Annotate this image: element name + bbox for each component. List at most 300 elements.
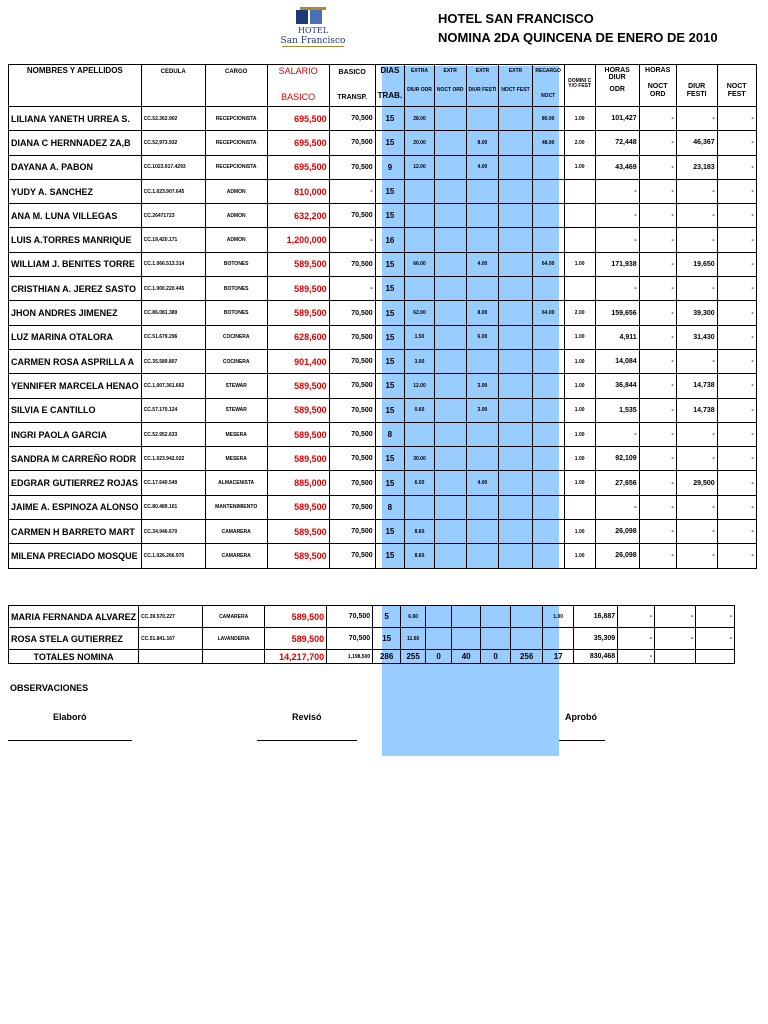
cell-horas-noct: - [639, 447, 676, 471]
cell-horas-diur: 16,887 [574, 606, 618, 628]
col-extra-diur-1: EXTRA [411, 68, 428, 74]
cell-noct-fest: - [696, 606, 735, 628]
cell-noct-fest: - [717, 471, 756, 495]
cell-extr-festi: 4.00 [466, 471, 499, 495]
cell-recargo [532, 447, 564, 471]
cell-basico: 70,500 [329, 520, 375, 544]
cell-extr-noct [434, 131, 466, 155]
cell-extr-noct-fest [499, 325, 532, 349]
cell-basico: 70,500 [327, 628, 373, 650]
cell-diur-festi: - [676, 447, 717, 471]
totals-horas-noct: - [618, 650, 655, 664]
cell-domini: 2.00 [564, 301, 595, 325]
cell-salario: 589,500 [265, 606, 327, 628]
cell-extra-diur [405, 277, 435, 301]
cell-extr-festi [466, 544, 499, 568]
cell-extr-festi [466, 447, 499, 471]
col-horas-diur [595, 65, 639, 107]
cell-horas-diur: - [595, 228, 639, 252]
cell-extra-diur [405, 179, 435, 203]
table-row [9, 107, 757, 131]
cell-cedula: CC.1.066.513.314 [141, 252, 205, 276]
cell-name: JHON ANDRES JIMENEZ [9, 301, 142, 325]
cell-cedula: CC.52.952.633 [141, 422, 205, 446]
cell-cedula: CC.1023.917.4293 [141, 155, 205, 179]
cell-extra-diur: 8.60 [405, 544, 435, 568]
col-basico [329, 65, 375, 107]
cell-horas-diur: - [595, 422, 639, 446]
table-row [9, 398, 757, 422]
cell-extr-noct [434, 398, 466, 422]
cell-cargo: STEWAR [205, 374, 267, 398]
cell-extr-noct-fest [499, 228, 532, 252]
cell-cedula: CC.80.489.101 [141, 495, 205, 519]
cell-cargo: RECEPCIONISTA [205, 155, 267, 179]
cell-extr-noct-fest [499, 471, 532, 495]
cell-name: INGRI PAOLA GARCIA [9, 422, 142, 446]
cell-extr-noct [434, 349, 466, 373]
cell-salario: 1,200,000 [267, 228, 329, 252]
cell-noct-fest: - [717, 374, 756, 398]
cell-horas-noct: - [639, 398, 676, 422]
cell-horas-noct: - [639, 204, 676, 228]
elaboro-signature-line [8, 740, 132, 741]
cell-cedula: CC.57.170.124 [141, 398, 205, 422]
col-horas-noct-2: NOCT ORD [647, 83, 668, 98]
col-extr-noct-1: EXTR [443, 68, 457, 74]
col-extr-noct-fest-2: NOCT FEST [501, 87, 530, 94]
cell-domini: 1.00 [564, 155, 595, 179]
table-row [9, 606, 735, 628]
cell-extr-noct-fest [499, 277, 532, 301]
cell-diur-festi: - [676, 544, 717, 568]
cell-extr-festi [466, 107, 499, 131]
cell-recargo [532, 204, 564, 228]
cell-name: MILENA PRECIADO MOSQUE [9, 544, 142, 568]
cell-extr-noct-fest [499, 301, 532, 325]
cell-diur-festi: 14,738 [676, 398, 717, 422]
cell-name: DAYANA A. PABON [9, 155, 142, 179]
col-dias-2: TRAB. [377, 91, 403, 101]
cell-cedula: CC.86.081.389 [141, 301, 205, 325]
reviso-label: Revisó [292, 712, 322, 722]
cell-extr-festi [466, 422, 499, 446]
cell-domini: 1.00 [564, 349, 595, 373]
cell-name: CARMEN H BARRETO MART [9, 520, 142, 544]
cell-recargo: 64.00 [532, 252, 564, 276]
cell-horas-diur: 36,844 [595, 374, 639, 398]
table-row [9, 204, 757, 228]
cell-extra-diur: 62.00 [405, 301, 435, 325]
cell-cargo: ADMON [205, 204, 267, 228]
cell-extra-diur: 6.60 [401, 606, 426, 628]
logo-text-1: HOTEL [297, 26, 329, 35]
table-row [9, 301, 757, 325]
cell-extr-noct [434, 301, 466, 325]
cell-horas-noct: - [618, 606, 655, 628]
cell-cargo: BOTONES [205, 252, 267, 276]
col-diur-festi: DIUR FESTI [676, 65, 717, 107]
cell-extr-noct-fest [499, 398, 532, 422]
cell-noct-fest: - [696, 628, 735, 650]
cell-horas-noct: - [639, 179, 676, 203]
cell-basico: 70,500 [329, 349, 375, 373]
cell-extr-festi [466, 204, 499, 228]
cell-diur-festi: - [676, 277, 717, 301]
table-row [9, 447, 757, 471]
cell-extr-noct [434, 204, 466, 228]
cell-domini [564, 228, 595, 252]
payroll-table-2 [8, 605, 735, 664]
cell-cedula: CC.1.000.220.445 [141, 277, 205, 301]
cell-basico: 70,500 [329, 544, 375, 568]
totals-horas-diur: 830,468 [574, 650, 618, 664]
col-domini: DOMINI C Y/O FEST [564, 65, 595, 107]
cell-horas-diur: - [595, 204, 639, 228]
cell-extr-noct-fest [499, 107, 532, 131]
cell-extr-noct [434, 374, 466, 398]
table-row [9, 349, 757, 373]
cell-diur-festi: - [676, 520, 717, 544]
cell-recargo [532, 325, 564, 349]
cell-name: JAIME A. ESPINOZA ALONSO [9, 495, 142, 519]
cell-salario: 589,500 [267, 252, 329, 276]
cell-diur-festi: - [676, 495, 717, 519]
table-row [9, 544, 757, 568]
cell-extr-noct-fest [481, 606, 511, 628]
cell-extr-festi [452, 606, 481, 628]
cell-extra-diur: 28.00 [405, 107, 435, 131]
cell-dias: 15 [375, 471, 404, 495]
cell-extr-noct [434, 422, 466, 446]
cell-domini: 1.00 [564, 447, 595, 471]
cell-extra-diur: 66.00 [405, 252, 435, 276]
col-name: NOMBRES Y APELLIDOS [9, 65, 142, 107]
cell-basico: 70,500 [329, 447, 375, 471]
cell-extr-noct [434, 155, 466, 179]
cell-extr-noct [434, 277, 466, 301]
cell-noct-fest: - [717, 325, 756, 349]
cell-cedula: CC.35.589.807 [141, 349, 205, 373]
cell-horas-diur: 159,656 [595, 301, 639, 325]
totals-extra-diur: 255 [401, 650, 426, 664]
cell-noct-fest: - [717, 277, 756, 301]
cell-horas-diur: 27,656 [595, 471, 639, 495]
cell-cargo: STEWAR [205, 398, 267, 422]
cell-cedula: CC.26471723 [141, 204, 205, 228]
cell-recargo [511, 628, 543, 650]
col-basico-2: TRANSP. [337, 94, 368, 102]
cell-extr-noct-fest [499, 204, 532, 228]
col-extr-noct-fest-1: EXTR [508, 68, 523, 74]
cell-extr-noct [434, 252, 466, 276]
cell-salario: 589,500 [267, 544, 329, 568]
col-extr-festi-1: EXTR [475, 68, 490, 74]
cell-horas-noct: - [639, 520, 676, 544]
totals-extr-festi: 40 [452, 650, 481, 664]
cell-extr-noct-fest [499, 374, 532, 398]
cell-dias: 16 [375, 228, 404, 252]
cell-extr-festi: 4.00 [466, 252, 499, 276]
cell-extra-diur: 12.00 [405, 155, 435, 179]
cell-horas-diur: 43,469 [595, 155, 639, 179]
cell-domini: 1.00 [564, 107, 595, 131]
cell-extr-noct-fest [499, 131, 532, 155]
cell-domini [543, 628, 574, 650]
cell-recargo [532, 422, 564, 446]
cell-noct-fest: - [717, 301, 756, 325]
cell-cedula: CC.52,973.932 [141, 131, 205, 155]
cell-name: WILLIAM J. BENITES TORRE [9, 252, 142, 276]
cell-cedula: CC.1.023.907.645 [141, 179, 205, 203]
cell-horas-noct: - [639, 471, 676, 495]
cell-extr-festi [466, 495, 499, 519]
cell-cedula: CC.51.679.296 [141, 325, 205, 349]
cell-salario: 695,500 [267, 131, 329, 155]
cell-salario: 885,000 [267, 471, 329, 495]
table-row [9, 228, 757, 252]
reviso-signature-line [257, 740, 357, 741]
cell-name: MARIA FERNANDA ALVAREZ [9, 606, 139, 628]
cell-extra-diur: 0.60 [405, 398, 435, 422]
cell-extr-noct [434, 544, 466, 568]
logo-text-2: San Francisco [280, 36, 346, 46]
cell-diur-festi: - [676, 107, 717, 131]
cell-recargo [511, 606, 543, 628]
cell-cargo: RECEPCIONISTA [205, 131, 267, 155]
col-cedula: CEDULA [141, 65, 205, 107]
cell-extra-diur: 8.60 [405, 520, 435, 544]
cell-salario: 589,500 [267, 374, 329, 398]
cell-extr-noct [434, 520, 466, 544]
cell-diur-festi: 19,650 [676, 252, 717, 276]
cell-recargo [532, 277, 564, 301]
cell-name: LILIANA YANETH URREA S. [9, 107, 142, 131]
totals-basico: 1,198,500 [327, 650, 373, 664]
cell-diur-festi: - [676, 422, 717, 446]
cell-name: SANDRA M CARREÑO RODR [9, 447, 142, 471]
cell-extr-noct-fest [499, 349, 532, 373]
cell-recargo [532, 349, 564, 373]
cell-cedula: CC.51.841.167 [139, 628, 203, 650]
col-salario-2: BASICO [281, 92, 316, 103]
table-row [9, 471, 757, 495]
cell-extr-noct [434, 447, 466, 471]
cell-name: ROSA STELA GUTIERREZ [9, 628, 139, 650]
cell-name: EDGRAR GUTIERREZ ROJAS [9, 471, 142, 495]
table-row [9, 131, 757, 155]
cell-basico: - [329, 228, 375, 252]
cell-noct-fest: - [717, 155, 756, 179]
cell-horas-diur: - [595, 179, 639, 203]
cell-dias: 9 [375, 155, 404, 179]
cell-cargo: CAMARERA [203, 606, 265, 628]
totals-row [9, 650, 735, 664]
cell-diur-festi: - [676, 349, 717, 373]
cell-horas-noct: - [639, 252, 676, 276]
cell-salario: 589,500 [267, 277, 329, 301]
cell-horas-noct: - [639, 228, 676, 252]
cell-basico: 70,500 [329, 374, 375, 398]
payroll-title: NOMINA 2DA QUINCENA DE ENERO DE 2010 [438, 30, 718, 45]
cell-dias: 8 [375, 495, 404, 519]
cell-recargo [532, 179, 564, 203]
cell-name: CRISTHIAN A. JEREZ SASTO [9, 277, 142, 301]
cell-noct-fest: - [717, 349, 756, 373]
cell-cargo: CAMARERA [205, 520, 267, 544]
cell-domini [564, 179, 595, 203]
cell-horas-noct: - [618, 628, 655, 650]
cell-dias: 5 [373, 606, 401, 628]
aprobo-label: Aprobó [565, 712, 597, 722]
table-row [9, 277, 757, 301]
cell-diur-festi: 29,500 [676, 471, 717, 495]
cell-cargo: ADMON [205, 228, 267, 252]
cell-diur-festi: - [655, 628, 696, 650]
cell-recargo [532, 228, 564, 252]
cell-extra-diur: 3.00 [405, 349, 435, 373]
cell-domini [564, 204, 595, 228]
cell-salario: 810,000 [267, 179, 329, 203]
cell-cargo: BOTONES [205, 277, 267, 301]
cell-salario: 901,400 [267, 349, 329, 373]
cell-extr-noct [434, 228, 466, 252]
cell-extra-diur: 6.00 [405, 471, 435, 495]
cell-name: LUIS A.TORRES MANRIQUE [9, 228, 142, 252]
cell-recargo [532, 544, 564, 568]
cell-domini: 1.00 [564, 471, 595, 495]
cell-dias: 15 [375, 374, 404, 398]
hotel-name: HOTEL SAN FRANCISCO [438, 11, 594, 26]
cell-extr-festi: 3.00 [466, 398, 499, 422]
cell-basico: 70,500 [329, 495, 375, 519]
col-cargo: CARGO [205, 65, 267, 107]
cell-extr-festi [466, 349, 499, 373]
cell-extr-noct [434, 107, 466, 131]
cell-noct-fest: - [717, 228, 756, 252]
cell-horas-diur: 26,098 [595, 544, 639, 568]
cell-basico: 70,500 [329, 398, 375, 422]
table-row [9, 374, 757, 398]
cell-cedula: CC.19,420.171 [141, 228, 205, 252]
cell-domini [564, 277, 595, 301]
cell-name: LUZ MARINA OTALORA [9, 325, 142, 349]
cell-name: YENNIFER MARCELA HENAO [9, 374, 142, 398]
cell-salario: 695,500 [267, 107, 329, 131]
cell-recargo [532, 374, 564, 398]
cell-extra-diur [405, 495, 435, 519]
table-row [9, 628, 735, 650]
cell-domini: 1.00 [564, 325, 595, 349]
cell-extr-festi [466, 277, 499, 301]
cell-basico: 70,500 [329, 422, 375, 446]
cell-salario: 589,500 [267, 422, 329, 446]
cell-extra-diur: 1.50 [405, 325, 435, 349]
cell-horas-noct: - [639, 495, 676, 519]
cell-diur-festi: - [676, 179, 717, 203]
cell-basico: 70,500 [327, 606, 373, 628]
cell-name: SILVIA E CANTILLO [9, 398, 142, 422]
cell-diur-festi: 39,300 [676, 301, 717, 325]
cell-horas-diur: 1,535 [595, 398, 639, 422]
totals-domini: 17 [543, 650, 574, 664]
cell-diur-festi: 23,183 [676, 155, 717, 179]
cell-horas-noct: - [639, 349, 676, 373]
totals-recargo: 256 [511, 650, 543, 664]
cell-domini: 1.00 [564, 252, 595, 276]
table-row [9, 520, 757, 544]
cell-cedula: CC.1.023.942.022 [141, 447, 205, 471]
cell-extra-diur: 20.00 [405, 131, 435, 155]
cell-recargo [532, 520, 564, 544]
cell-diur-festi: - [676, 204, 717, 228]
cell-horas-diur: 35,309 [574, 628, 618, 650]
cell-dias: 15 [375, 349, 404, 373]
cell-extra-diur: 12.00 [405, 374, 435, 398]
cell-salario: 589,500 [267, 520, 329, 544]
cell-extr-noct [434, 325, 466, 349]
cell-cedula: CC.1.026.266.970 [141, 544, 205, 568]
cell-recargo [532, 155, 564, 179]
cell-domini: 1.00 [543, 606, 574, 628]
cell-cargo: MANTENIMIENTO [205, 495, 267, 519]
cell-basico: 70,500 [329, 107, 375, 131]
cell-horas-diur: 171,938 [595, 252, 639, 276]
cell-basico: 70,500 [329, 131, 375, 155]
cell-extr-festi [466, 179, 499, 203]
cell-cedula: CC.1,007.361.662 [141, 374, 205, 398]
cell-dias: 15 [375, 520, 404, 544]
cell-horas-diur: - [595, 277, 639, 301]
cell-dias: 15 [375, 325, 404, 349]
cell-noct-fest: - [717, 422, 756, 446]
cell-salario: 589,500 [267, 301, 329, 325]
cell-horas-noct: - [639, 544, 676, 568]
cell-horas-noct: - [639, 155, 676, 179]
cell-basico: 70,500 [329, 301, 375, 325]
cell-cedula: CC.39.570.227 [139, 606, 203, 628]
cell-extr-noct-fest [499, 252, 532, 276]
totals-empty [203, 650, 265, 664]
cell-basico: 70,500 [329, 252, 375, 276]
cell-dias: 15 [375, 277, 404, 301]
cell-domini: 2.00 [564, 131, 595, 155]
cell-extr-noct [426, 628, 452, 650]
aprobo-signature-line [559, 740, 605, 741]
cell-dias: 15 [375, 398, 404, 422]
cell-extr-noct-fest [499, 447, 532, 471]
col-recargo [532, 65, 564, 107]
cell-extr-noct [434, 495, 466, 519]
cell-cargo: COCINERA [205, 325, 267, 349]
hotel-logo [262, 6, 364, 50]
cell-noct-fest: - [717, 252, 756, 276]
col-extra-diur-2: DIUR ODR [407, 87, 432, 94]
col-horas-noct [639, 65, 676, 107]
cell-extr-festi: 8.00 [466, 131, 499, 155]
cell-dias: 15 [375, 131, 404, 155]
col-dias-1: DIAS [380, 66, 400, 75]
cell-cedula: CC.34.946.670 [141, 520, 205, 544]
cell-horas-diur: 72,448 [595, 131, 639, 155]
cell-diur-festi: - [676, 228, 717, 252]
cell-extr-noct-fest [499, 520, 532, 544]
cell-extr-noct-fest [499, 179, 532, 203]
cell-noct-fest: - [717, 131, 756, 155]
cell-horas-diur: 101,427 [595, 107, 639, 131]
col-basico-1: BASICO [338, 69, 366, 76]
cell-salario: 589,500 [267, 398, 329, 422]
